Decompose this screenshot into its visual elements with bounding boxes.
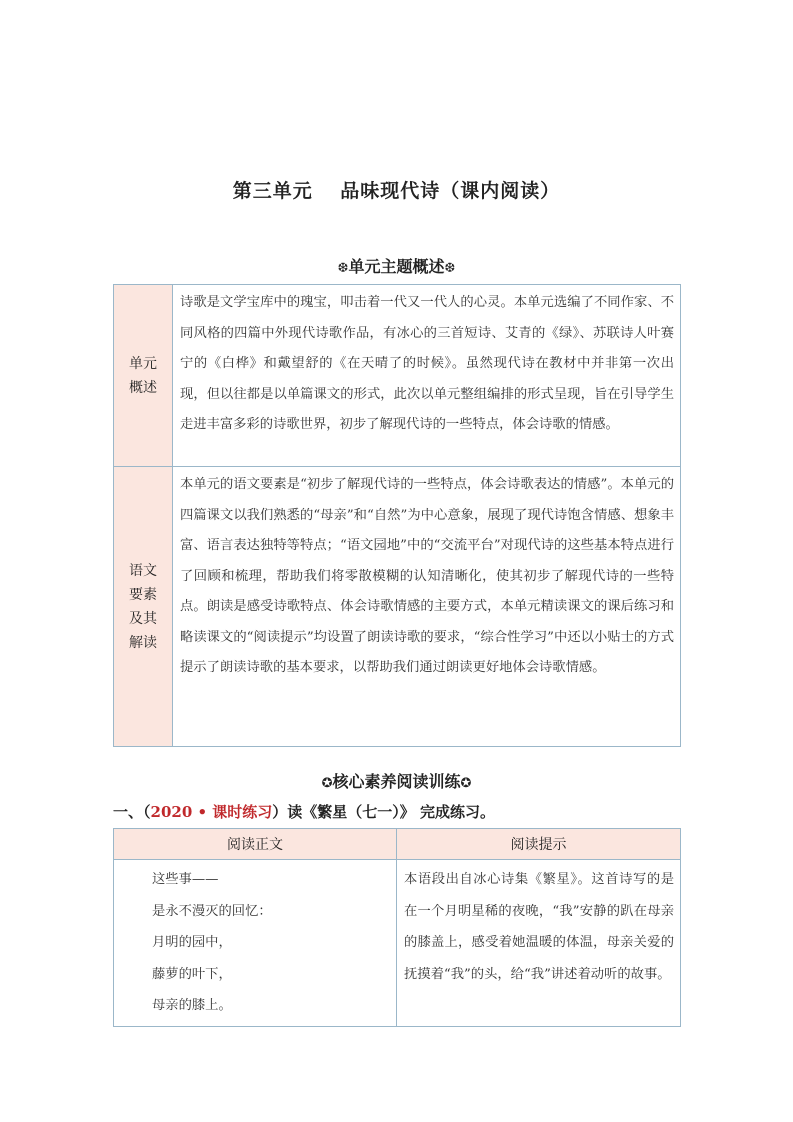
row-label-language-elements: 语文 要素 及其 解读 [114,467,173,747]
poem-line: 是永不漫灭的回忆： [152,903,272,919]
question-source: 2020 • 课时练习 [150,803,273,821]
training-section-heading [0,769,793,792]
unit-overview-text: 诗歌是文学宝库中的瑰宝，叩击着一代又一代人的心灵。本单元选编了不同作家、不同风格的四篇中外现代诗歌作品，有冰心的三首短诗、艾青的《绿》、苏联诗人叶赛宁的《白桦》和戴望舒的《在天晴了的时候》。虽然现代诗在教材中并非第一次出现，但以往都是以单篇课文的形式，此次以单元整组编排的形式呈现，旨在引导学生走进丰富多彩的诗歌世界，初步了解现代诗的一些特点，体会诗歌的情感。 [173,285,681,467]
header-reading-text: 阅读正文 [114,829,397,860]
header-reading-hint: 阅读提示 [397,829,681,860]
table-row [114,860,681,1027]
poem-line: 藤萝的叶下， [152,966,232,982]
star-badge-icon: ✪ [460,776,472,791]
question-prompt [113,801,495,822]
page-title: 第三单元 品味现代诗（课内阅读） [232,180,561,202]
snowflake-icon: ❆ [444,261,456,276]
snowflake-icon: ❆ [337,261,349,276]
reading-table [113,828,681,1027]
poem-line: 母亲的膝上。 [152,998,232,1013]
star-badge-icon: ✪ [321,776,333,791]
language-elements-text: 本单元的语文要素是“初步了解现代诗的一些特点，体会诗歌表达的情感”。本单元的四篇课文以我们熟悉的“母亲”和“自然”为中心意象，展现了现代诗饱含情感、想象丰富、语言表达独特等特点；“语文园地”中的“交流平台”对现代诗的这些基本特点进行了回顾和梳理，帮助我们将零散模糊的认知清晰化，使其初步了解现代诗的一些特点。朗读是感受诗歌特点、体会诗歌情感的主要方式，本单元精读课文的课后练习和略读课文的“阅读提示”均设置了朗读诗歌的要求，“综合性学习”中还以小贴士的方式提示了朗读诗歌的基本要求，以帮助我们通过朗读更好地体会诗歌情感。 [173,467,681,747]
overview-section-heading [0,254,793,277]
poem-line: 月明的园中， [152,935,232,950]
table-header-row [114,829,681,860]
reading-hint-text: 本语段出自冰心诗集《繁星》。这首诗写的是在一个月明星稀的夜晚，“我”安静的趴在母亲的膝盖上，感受着她温暖的体温，母亲关爱的抚摸着“我”的头，给“我”讲述着动听的故事。 [397,860,681,1027]
training-heading-text: 核心素养阅读训练 [332,772,461,791]
question-prefix: 一、（ [113,803,151,821]
overview-heading-text: 单元主题概述 [348,257,445,276]
row-label-unit-overview: 单元 概述 [114,285,173,467]
poem-line: 这些事—— [152,872,219,887]
table-row [114,285,681,467]
unit-overview-table [113,284,681,747]
question-suffix: ）读《繁星（七一）》 完成练习。 [272,803,496,821]
table-row [114,467,681,747]
poem-cell [114,860,397,1027]
